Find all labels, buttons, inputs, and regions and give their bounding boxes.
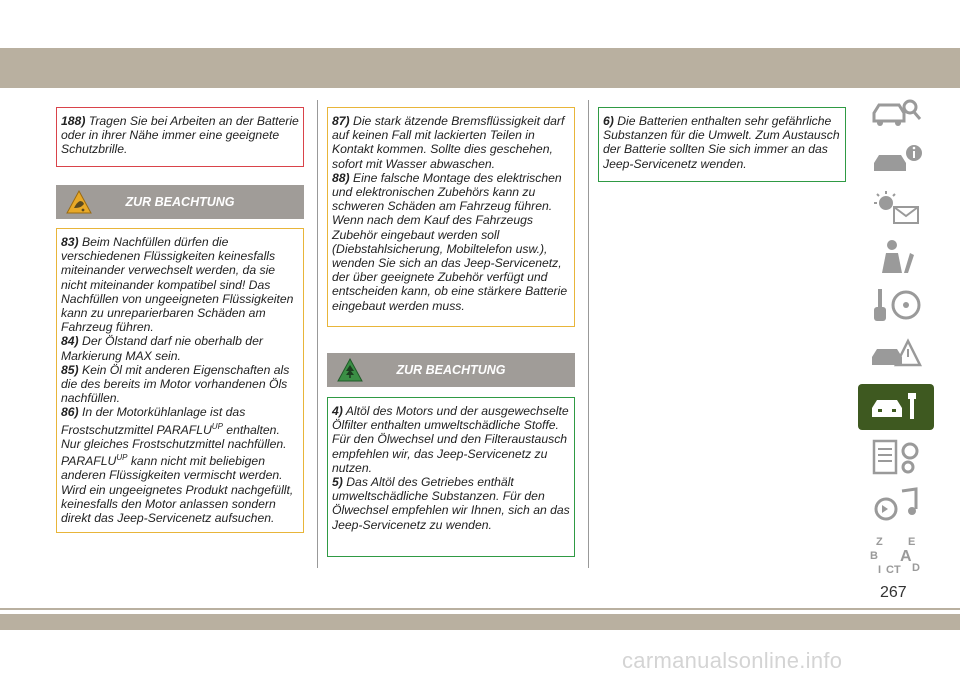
note-text: Eine falsche Montage des elektrischen und elektronischen Zubehörs kann zu schweren Schäden am Fahrzeug führen. Wenn nach dem Kauf des Fahrzeugs Zubehör eingebaut werden soll (Diebstahlsicherung, Mobiltelefon usw.), wenden Sie sich an das Jeep-Servicenetz, der über geeignete Zubehör verfügt und entscheiden kann, ob eine stärkere Batterie eingebaut werden muss.	[332, 170, 568, 313]
chapter-instrument-panel[interactable]	[858, 138, 934, 184]
index-letter: B	[870, 550, 878, 562]
index-letter: A	[900, 548, 912, 565]
caution-box-83-86	[56, 228, 304, 533]
note-text: Das Altöl des Getriebes enthält umweltschädliche Substanzen. Für den Ölwechsel empfehlen wir Ihnen, sich an das Jeep-Servicenetz zu wenden.	[332, 475, 570, 532]
light-message-icon	[868, 189, 924, 229]
chapter-in-emergency[interactable]	[858, 330, 934, 376]
column-separator-2	[588, 100, 589, 568]
car-search-icon	[868, 93, 924, 133]
index-letter: I	[878, 564, 882, 576]
column-separator-1	[317, 100, 318, 568]
chapter-technical-specifications[interactable]	[858, 434, 934, 480]
chapter-warning-lights[interactable]	[858, 186, 934, 232]
note-number: 88)	[332, 170, 350, 185]
index-letter: E	[908, 536, 916, 548]
multimedia-icon	[868, 485, 924, 525]
car-wrench-icon	[868, 387, 924, 427]
note-number: 5)	[332, 475, 343, 490]
warning-box-188	[56, 107, 304, 167]
footer-bar	[0, 614, 960, 630]
note-text: enthalten. Nur gleiches Frostschutzmittel nachfüllen. PARAFLU	[61, 422, 287, 469]
note-number: 84)	[61, 334, 79, 349]
superscript: UP	[211, 421, 223, 431]
environment-box-4-5	[327, 397, 575, 557]
watermark-text: carmanualsonline.info	[622, 648, 843, 673]
caution-box-87-88	[327, 107, 575, 327]
chapter-safety[interactable]	[858, 234, 934, 280]
index-letter: D	[912, 562, 920, 574]
caution-banner	[56, 185, 304, 219]
alphabet-index-icon	[868, 533, 924, 577]
note-number: 87)	[332, 114, 350, 128]
note-number: 6)	[603, 114, 614, 128]
chapter-multimedia[interactable]	[858, 482, 934, 528]
note-text: Tragen Sie bei Arbeiten an der Batterie oder in ihrer Nähe immer eine geeignete Schutzbrille.	[61, 114, 299, 157]
superscript: UP	[116, 453, 128, 463]
note-number: 188)	[61, 114, 86, 128]
page-number: 267	[880, 584, 907, 601]
note-number: 83)	[61, 235, 79, 249]
environment-banner	[327, 353, 575, 387]
chapter-starting-driving[interactable]	[858, 282, 934, 328]
specs-gear-icon	[868, 437, 924, 477]
chapter-index[interactable]	[858, 530, 934, 580]
environment-box-6	[598, 107, 846, 182]
note-text: Die stark ätzende Bremsflüssigkeit darf auf keinen Fall mit lackierten Teilen in Kontakt kommen. Sollte dies geschehen, sofort mit Wasser abwaschen.	[332, 114, 565, 171]
top-margin	[0, 0, 960, 48]
banner-title: ZUR BEACHTUNG	[125, 195, 235, 209]
note-text: Altöl des Motors und der ausgewechselte Ölfilter enthalten umweltschädliche Stoffe. Für den Ölwechsel und den Filteraustausch empfehlen wir, das Jeep-Servicenetz zu nutzen.	[332, 404, 569, 475]
note-text: In der Motorkühlanlage ist das Frostschutzmittel PARAFLU	[61, 405, 246, 437]
key-wheel-icon	[868, 285, 924, 325]
note-number: 86)	[61, 405, 79, 420]
note-text: Kein Öl mit anderen Eigenschaften als die des bereits im Motor vorhandenen Öls nachfüllen.	[61, 362, 290, 406]
note-text: Beim Nachfüllen dürfen die verschiedenen Flüssigkeiten keinesfalls miteinander verwechselt werden, da sie nicht miteinander kompatibel sind! Das Nachfüllen von ungeeigneten Flüssigkeiten kann zu unreparierbaren Schäden am Fahrzeug führen.	[61, 235, 294, 335]
seat-belt-icon	[868, 237, 924, 277]
car-info-icon	[868, 141, 924, 181]
index-letter: C	[886, 564, 894, 576]
note-text: kann nicht mit beliebigen anderen Flüssigkeiten vermischt werden. Wird ein ungeeignetes Produkt nachgefüllt, keinesfalls den Motor anlassen sondern direkt das Jeep-Servicenetz aufsuchen.	[61, 454, 294, 525]
environment-icon	[337, 357, 363, 383]
note-number: 4)	[332, 404, 343, 418]
chapter-getting-to-know-vehicle[interactable]	[858, 90, 934, 136]
note-number: 85)	[61, 362, 79, 377]
index-letter: Z	[876, 536, 883, 548]
car-emergency-icon	[868, 333, 924, 373]
oil-warning-icon	[66, 189, 92, 215]
footer-line	[0, 608, 960, 610]
index-letter: T	[894, 564, 901, 576]
chapter-servicing-maintenance[interactable]	[858, 384, 934, 430]
note-text: Der Ölstand darf nie oberhalb der Markierung MAX sein.	[61, 334, 263, 363]
note-text: Die Batterien enthalten sehr gefährliche Substanzen für die Umwelt. Zum Austausch der Batterie sollten Sie sich immer an das Jeep-Servicenetz wenden.	[603, 114, 840, 171]
header-bar	[0, 48, 960, 88]
banner-title: ZUR BEACHTUNG	[396, 363, 506, 377]
